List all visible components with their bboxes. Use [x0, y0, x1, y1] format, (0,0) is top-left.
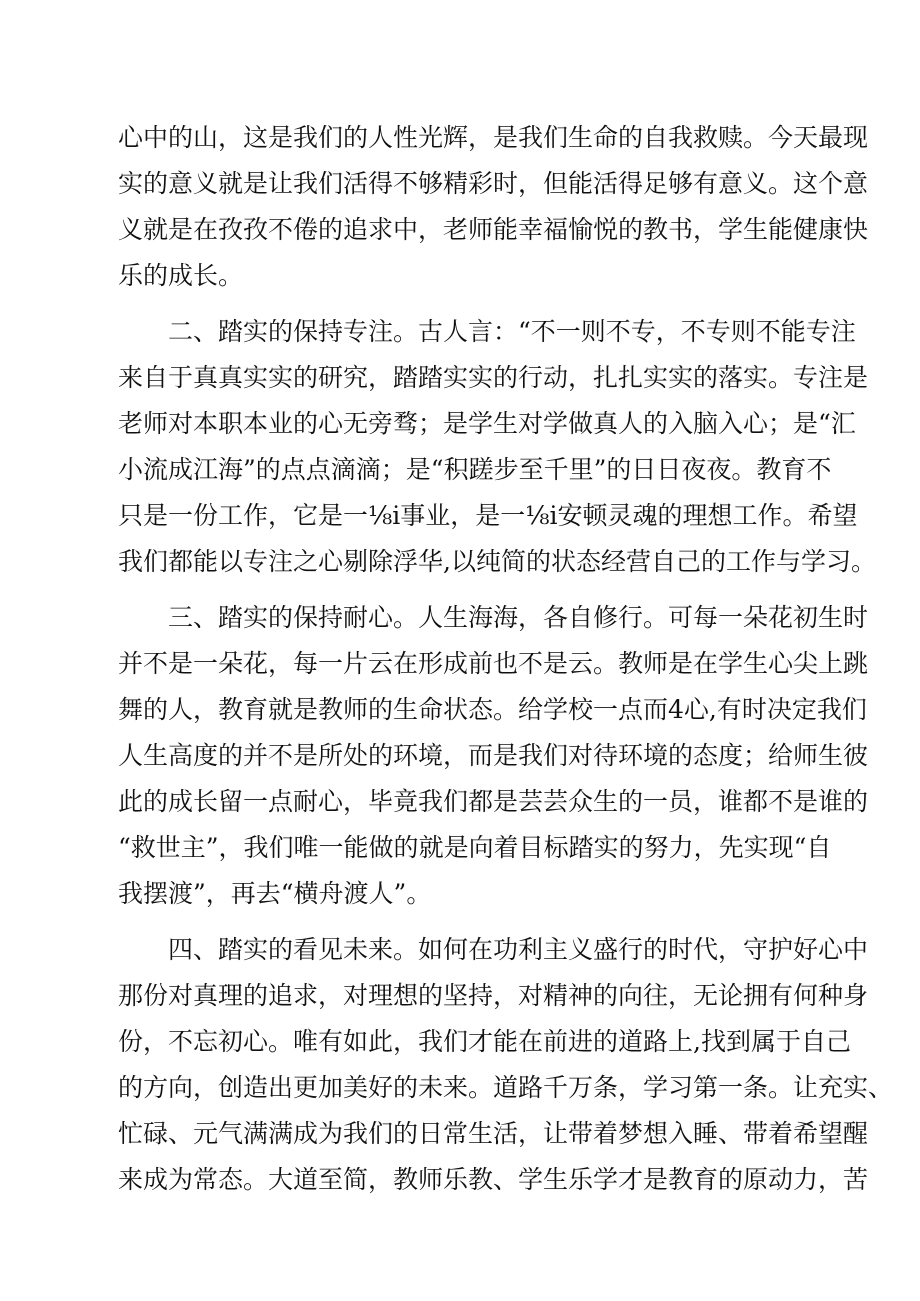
text-line: 的方向，创造出更加美好的未来。道路千万条，学习第一条。让充实、 [118, 1073, 894, 1102]
text-line: “救世主”，我们唯一能做的就是向着目标踏实的努力，先实现“自 [118, 833, 832, 862]
text-line: 来自于真真实实的研究，踏踏实实的行动，扎扎实实的落实。专注是 [118, 363, 869, 392]
text-line: 只是一份工作，它是一⅛i事业，是一⅛i安顿灵魂的理想工作。希望 [118, 501, 858, 530]
text-line: 我们都能以专注之心剔除浮华,以纯简的状态经营自己的工作与学习。 [118, 547, 876, 576]
paragraph-heading-line: 四、踏实的看见未来。如何在功利主义盛行的时代，守护好心中 [168, 935, 869, 964]
text-line: 我摆渡”，再去“横舟渡人”。 [118, 879, 432, 908]
paragraph-heading-line: 二、踏实的保持专注。古人言：“不一则不专，不专则不能专注 [168, 317, 856, 346]
text-line: 份，不忘初心。唯有如此，我们才能在前进的道路上,找到属于自己 [118, 1027, 851, 1056]
text-line: 舞的人，教育就是教师的生命状态。给学校一点而4心,有时决定我们 [118, 695, 867, 724]
text-line: 心中的山，这是我们的人性光辉，是我们生命的自我救赎。今天最现 [118, 123, 869, 152]
text-line: 老师对本职本业的心无旁骛；是学生对学做真人的入脑入心；是“汇 [118, 409, 856, 438]
text-line: 实的意义就是让我们活得不够精彩时，但能活得足够有意义。这个意 [118, 169, 869, 198]
text-line: 忙碌、元气满满成为我们的日常生活，让带着梦想入睡、带着希望醒 [118, 1119, 869, 1148]
text-line: 人生高度的并不是所处的环境，而是我们对待环境的态度；给师生彼 [118, 741, 869, 770]
text-line: 此的成长留一点耐心，毕竟我们都是芸芸众生的一员，谁都不是谁的 [118, 787, 869, 816]
paragraph-heading-line: 三、踏实的保持耐心。人生海海，各自修行。可每一朵花初生时 [168, 603, 869, 632]
text-line: 来成为常态。大道至简，教师乐教、学生乐学才是教育的原动力，苦 [118, 1165, 869, 1194]
text-line: 小流成江海”的点点滴滴；是“积蹉步至千里”的日日夜夜。教育不 [118, 455, 832, 484]
text-line: 义就是在孜孜不倦的追求中，老师能幸福愉悦的教书，学生能健康快 [118, 215, 869, 244]
text-line: 并不是一朵花，每一片云在形成前也不是云。教师是在学生心尖上跳 [118, 649, 869, 678]
text-line: 乐的成长。 [118, 261, 244, 290]
text-line: 那份对真理的追求，对理想的坚持，对精神的向往，无论拥有何种身 [118, 981, 869, 1010]
